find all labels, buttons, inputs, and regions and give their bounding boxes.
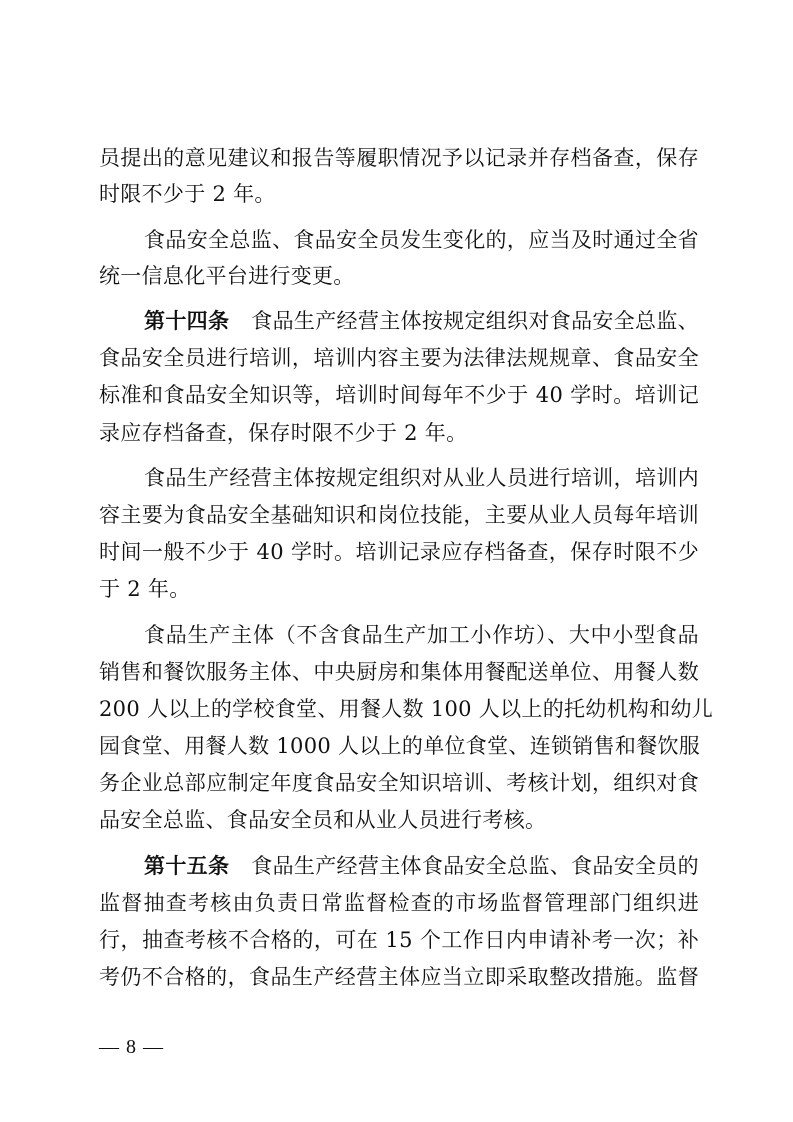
text-line: 食品生产经营主体食品安全总监、食品安全员的 xyxy=(251,854,699,878)
article-15-heading: 第十五条 xyxy=(144,854,230,878)
text-line: 标准和食品安全知识等，培训时间每年不少于 40 学时。培训记 xyxy=(99,383,699,407)
text-line: 监督抽查考核由负责日常监督检查的市场监督管理部门组织进 xyxy=(99,891,699,915)
article-14-line xyxy=(144,303,699,339)
text-line: 录应存档备查，保存时限不少于 2 年。 xyxy=(99,421,468,445)
text-line: 园食堂、用餐人数 1000 人以上的单位食堂、连锁销售和餐饮服 xyxy=(99,734,701,758)
text-line: 时间一般不少于 40 学时。培训记录应存档备查，保存时限不少 xyxy=(99,540,699,564)
text-line: 行，抽查考核不合格的，可在 15 个工作日内申请补考一次；补 xyxy=(99,928,699,952)
article-14-heading: 第十四条 xyxy=(144,309,230,333)
text-line: 品安全总监、食品安全员和从业人员进行考核。 xyxy=(99,808,547,832)
text-line: 食品生产经营主体按规定组织对从业人员进行培训，培训内 xyxy=(144,466,699,490)
text-line: 食品生产主体（不含食品生产加工小作坊）、大中小型食品 xyxy=(144,623,699,647)
article-15-line xyxy=(144,848,699,884)
text-line: 时限不少于 2 年。 xyxy=(99,182,276,206)
text-line: 考仍不合格的，食品生产经营主体应当立即采取整改措施。监督 xyxy=(99,965,699,989)
text-line: 食品安全总监、食品安全员发生变化的，应当及时通过全省 xyxy=(144,228,699,252)
text-line: 于 2 年。 xyxy=(99,577,191,601)
text-line: 食品生产经营主体按规定组织对食品安全总监、 xyxy=(251,309,699,333)
text-line: 统一信息化平台进行变更。 xyxy=(99,264,355,288)
text-line: 务企业总部应制定年度食品安全知识培训、考核计划，组织对食 xyxy=(99,771,699,795)
text-line: 食品安全员进行培训，培训内容主要为法律法规规章、食品安全 xyxy=(99,346,699,370)
text-line: 销售和餐饮服务主体、中央厨房和集体用餐配送单位、用餐人数 xyxy=(99,660,699,684)
text-line: 员提出的意见建议和报告等履职情况予以记录并存档备查，保存 xyxy=(99,146,699,170)
text-line: 容主要为食品安全基础知识和岗位技能，主要从业人员每年培训 xyxy=(99,503,699,527)
page-number: — 8 — xyxy=(99,1036,164,1058)
text-line: 200 人以上的学校食堂、用餐人数 100 人以上的托幼机构和幼儿 xyxy=(99,697,714,721)
